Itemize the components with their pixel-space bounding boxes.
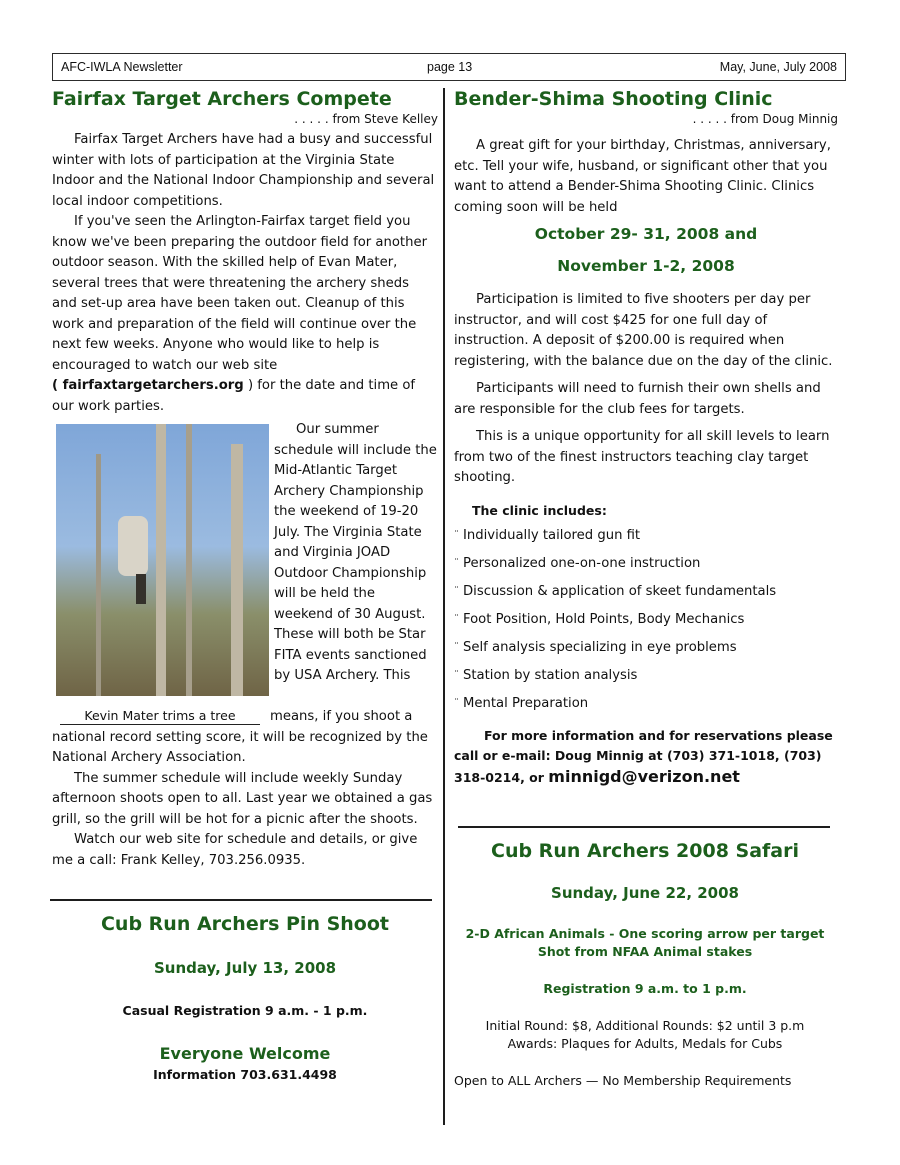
left-paragraph-5: Watch our web site for schedule and details, or give me a call: Frank Kelley, 703.256.0935. (52, 832, 418, 868)
left-paragraph-3-tail-b: national record setting score, it will be recognized by the National Archery Association. (52, 729, 428, 765)
left-paragraph-3-tail-a: means, if you shoot a (270, 709, 413, 724)
clinic-paragraph-2: Participation is limited to five shooters per day per instructor, and will cost $425 for one full day of instruction. A deposit of $200.00 is required when registering, with the balance due on the day of the clinic. (454, 292, 833, 369)
list-item: ¨ Station by station analysis (454, 667, 638, 683)
left-paragraph-3: Our summer schedule will include the Mid-Atlantic Target Archery Championship the weekend of 19-20 July. The Virginia State and Virginia JOAD Outdoor Championship will be held the weekend of 30 August. These will both be Star FITA events sanctioned by USA Archery. This (274, 422, 437, 683)
safari-section (450, 840, 840, 1088)
clinic-paragraph-3: Participants will need to furnish their own shells and are responsible for the club fees for targets. (454, 381, 821, 417)
bullet-icon: ¨ (454, 669, 459, 681)
pin-shoot-info: Information 703.631.4498 (153, 1067, 337, 1082)
bullet-icon: ¨ (454, 641, 459, 653)
left-paragraph-3-tail (52, 707, 438, 769)
clinic-paragraph-1: A great gift for your birthday, Christmas, anniversary, etc. Tell your wife, husband, or significant other that you want to attend a Bender-Shima Shooting Clinic. Clinics coming soon will be held (454, 138, 831, 215)
list-item: ¨ Mental Preparation (454, 695, 589, 711)
safari-title: Cub Run Archers 2008 Safari (491, 840, 799, 862)
safari-awards: Awards: Plaques for Adults, Medals for Cubs (507, 1036, 783, 1051)
bullet-icon: ¨ (454, 529, 459, 541)
list-item: ¨ Foot Position, Hold Points, Body Mechanics (454, 611, 745, 627)
right-section-rule (458, 826, 830, 828)
left-paragraph-2a: If you've seen the Arlington-Fairfax target field you know we've been preparing the outdoor field for another outdoor season. With the skilled help of Evan Mater, several trees that were threatening the archery sheds and set-up area have been taken out. Cleanup of this work and preparation of the field will continue over the next few weeks. Anyone who would like to help is encouraged to watch our web site (52, 214, 427, 373)
safari-date: Sunday, June 22, 2008 (551, 884, 739, 902)
website-link[interactable]: ( fairfaxtargetarchers.org (52, 378, 244, 393)
left-section-rule (50, 899, 432, 901)
pin-shoot-section (50, 913, 440, 1082)
pin-shoot-registration: Casual Registration 9 a.m. - 1 p.m. (122, 1003, 368, 1018)
list-item: ¨ Personalized one-on-one instruction (454, 555, 701, 571)
left-article (52, 88, 438, 417)
safari-line-2: Shot from NFAA Animal stakes (537, 944, 753, 959)
left-paragraph-2b: ) for the date and time of our work parties. (52, 378, 416, 414)
safari-line-1: 2-D African Animals - One scoring arrow per target (465, 926, 825, 941)
list-item: ¨ Discussion & application of skeet fundamentals (454, 583, 777, 599)
issue-date: May, June, July 2008 (719, 60, 837, 74)
page-number: page 13 (427, 60, 473, 74)
list-item: ¨ Individually tailored gun fit (454, 527, 641, 543)
email-link[interactable]: minnigd@verizon.net (548, 766, 740, 786)
newsletter-name: AFC-IWLA Newsletter (61, 60, 183, 74)
left-article-title: Fairfax Target Archers Compete (52, 88, 392, 110)
pin-shoot-title: Cub Run Archers Pin Shoot (100, 913, 389, 935)
left-paragraph-2 (52, 212, 438, 417)
clinic-article (454, 88, 838, 788)
page-header (52, 53, 846, 81)
pin-shoot-welcome: Everyone Welcome (159, 1044, 331, 1063)
clinic-contact (454, 726, 838, 789)
list-item: ¨ Self analysis specializing in eye problems (454, 639, 737, 655)
bullet-icon: ¨ (454, 613, 459, 625)
left-wrap-text (274, 420, 438, 687)
clinic-includes-label: The clinic includes: (472, 502, 607, 518)
left-article-byline: . . . . . from Steve Kelley (294, 112, 438, 126)
left-lower-text (52, 707, 438, 871)
clinic-byline: . . . . . from Doug Minnig (692, 112, 838, 126)
left-paragraph-4: The summer schedule will include weekly Sunday afternoon shoots open to all. Last year we obtained a gas grill, so the grill will be hot for a picnic after the shoots. (52, 770, 433, 827)
safari-open: Open to ALL Archers — No Membership Requirements (454, 1073, 792, 1088)
pin-shoot-date: Sunday, July 13, 2008 (153, 959, 337, 977)
clinic-includes-list (454, 522, 838, 718)
bullet-icon: ¨ (454, 585, 459, 597)
photo-caption: Kevin Mater trims a tree (60, 708, 260, 725)
bullet-icon: ¨ (454, 697, 459, 709)
photo-tree-trimming (56, 424, 269, 696)
safari-fees: Initial Round: $8, Additional Rounds: $2 until 3 p.m (485, 1018, 805, 1033)
clinic-paragraph-4: This is a unique opportunity for all skill levels to learn from two of the finest instructors teaching clay target shooting. (454, 429, 830, 485)
bullet-icon: ¨ (454, 557, 459, 569)
clinic-date-1: October 29- 31, 2008 and (534, 225, 758, 243)
safari-registration: Registration 9 a.m. to 1 p.m. (543, 981, 747, 996)
clinic-title: Bender-Shima Shooting Clinic (454, 88, 773, 110)
left-paragraph-1: Fairfax Target Archers have had a busy and successful winter with lots of participation at the Virginia State Indoor and the National Indoor Championship and several local indoor competitions. (52, 132, 435, 209)
column-divider (443, 88, 445, 1125)
clinic-date-2: November 1-2, 2008 (557, 257, 735, 275)
clinic-contact-text: For more information and for reservations please call or e-mail: Doug Minnig at (703) 371-1018, (703) 318-0214, or (454, 727, 833, 785)
